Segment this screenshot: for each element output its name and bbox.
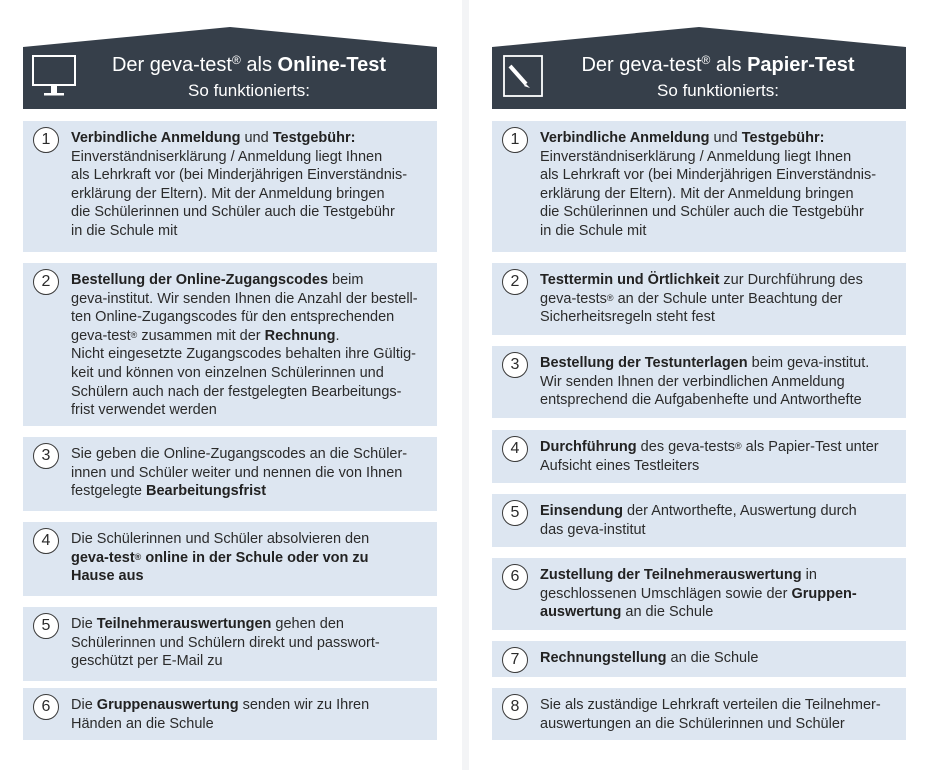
- step-text: [540, 566, 896, 622]
- online-step-5: [23, 607, 437, 681]
- step-text-line: frist verwendet werden: [71, 402, 217, 419]
- step-text-line: die Schülerinnen und Schüler auch die Testgebühr: [540, 204, 864, 221]
- step-text-line: Sie als zuständige Lehrkraft verteilen die Teilnehmer-: [540, 697, 881, 713]
- step-text-line: Bestellung der Testunterlagen beim geva-institut.: [540, 355, 870, 371]
- step-text-line: Verbindliche Anmeldung und Testgebühr:: [71, 130, 356, 146]
- step-text: [540, 502, 896, 539]
- step-text-line: erklärung der Eltern). Mit der Anmeldung bringen: [71, 185, 385, 202]
- step-text-line: Sie geben die Online-Zugangscodes an die Schüler-: [71, 446, 408, 462]
- step-text: [71, 615, 427, 671]
- step-text-line: Bestellung der Online-Zugangscodes beim: [71, 272, 364, 288]
- online-step-1: [23, 121, 437, 252]
- step-text-line: innen und Schüler weiter und nennen die von Ihnen: [71, 464, 403, 481]
- step-text-line: geva-institut. Wir senden Ihnen die Anzahl der bestell-: [71, 290, 418, 307]
- step-text-line: Aufsicht eines Testleiters: [540, 457, 700, 474]
- online-step-4: [23, 522, 437, 596]
- step-text-line: Einsendung der Antworthefte, Auswertung durch: [540, 503, 857, 519]
- step-text-line: auswertung an die Schule: [540, 604, 714, 621]
- step-text: [540, 438, 896, 475]
- step-text-line: als Lehrkraft vor (bei Minderjährigen Einverständnis-: [71, 167, 408, 184]
- step-text-line: festgelegte Bearbeitungsfrist: [71, 483, 267, 500]
- paper-step-2: [492, 263, 906, 335]
- step-text-line: Schülern auch nach der festgelegten Bearbeitungs-: [71, 383, 402, 400]
- step-text-line: Nicht eingesetzte Zugangscodes behalten ihre Gültig-: [71, 346, 416, 363]
- step-text: [71, 445, 427, 501]
- step-text-line: geva-test® online in der Schule oder von zu: [71, 549, 369, 566]
- step-number: 6: [33, 694, 59, 720]
- step-number: 3: [33, 443, 59, 469]
- paper-step-8: [492, 688, 906, 740]
- step-text-line: keit und können von einzelnen Schülerinnen und: [71, 364, 384, 381]
- step-number: 1: [33, 127, 59, 153]
- step-text-line: erklärung der Eltern). Mit der Anmeldung bringen: [540, 185, 854, 202]
- step-text-line: Wir senden Ihnen der verbindlichen Anmeldung: [540, 373, 845, 390]
- paper-step-1: [492, 121, 906, 252]
- step-number: 3: [502, 352, 528, 378]
- step-text: [540, 271, 896, 327]
- step-text-line: Die Teilnehmerauswertungen gehen den: [71, 616, 344, 632]
- step-text-line: Testtermin und Örtlichkeit zur Durchführung des: [540, 272, 863, 288]
- step-text-line: das geva-institut: [540, 521, 646, 538]
- step-text: [540, 129, 896, 241]
- step-text-line: auswertungen an die Schülerinnen und Schüler: [540, 715, 845, 732]
- step-text: [71, 271, 427, 420]
- step-text-line: Hause aus: [71, 568, 144, 585]
- step-text-line: Rechnungstellung an die Schule: [540, 650, 759, 666]
- step-text: [540, 354, 896, 410]
- step-text-line: Verbindliche Anmeldung und Testgebühr:: [540, 130, 825, 146]
- step-text-line: Zustellung der Teilnehmerauswertung in: [540, 567, 817, 583]
- step-text-line: Einverständniserklärung / Anmeldung liegt Ihnen: [71, 148, 383, 165]
- online-step-2: [23, 263, 437, 426]
- step-text-line: Durchführung des geva-tests® als Papier-Test unter: [540, 439, 879, 455]
- step-text-line: Händen an die Schule: [71, 715, 214, 732]
- step-text: [71, 530, 427, 586]
- step-number: 4: [33, 528, 59, 554]
- step-text: [540, 696, 896, 733]
- step-number: 2: [33, 269, 59, 295]
- online-test-column: [0, 0, 462, 770]
- step-text: [71, 696, 427, 733]
- step-number: 5: [33, 613, 59, 639]
- step-text-line: ten Online-Zugangscodes für den entsprechenden: [71, 309, 395, 326]
- step-number: 2: [502, 269, 528, 295]
- online-step-6: [23, 688, 437, 740]
- step-text-line: geva-test® zusammen mit der Rechnung.: [71, 327, 340, 344]
- paper-step-6: [492, 558, 906, 630]
- step-number: 4: [502, 436, 528, 462]
- step-text-line: entsprechend die Aufgabenhefte und Antworthefte: [540, 392, 862, 409]
- step-number: 7: [502, 647, 528, 673]
- step-text: [71, 129, 427, 241]
- paper-step-7: [492, 641, 906, 677]
- paper-test-column: [469, 0, 930, 770]
- step-text-line: in die Schule mit: [71, 222, 178, 239]
- step-text-line: geschützt per E-Mail zu: [71, 653, 223, 670]
- step-number: 6: [502, 564, 528, 590]
- step-text-line: die Schülerinnen und Schüler auch die Testgebühr: [71, 204, 395, 221]
- paper-step-4: [492, 430, 906, 483]
- online-step-3: [23, 437, 437, 511]
- paper-test-header: [492, 27, 906, 109]
- online-test-header: [23, 27, 437, 109]
- paper-step-5: [492, 494, 906, 547]
- paper-test-subtitle: So funktionierts:: [657, 81, 779, 100]
- step-number: 1: [502, 127, 528, 153]
- step-text-line: Die Gruppenauswertung senden wir zu Ihren: [71, 697, 370, 713]
- step-text-line: als Lehrkraft vor (bei Minderjährigen Einverständnis-: [540, 167, 877, 184]
- online-test-title: Der geva-test® als Online-Test: [111, 53, 387, 76]
- step-text-line: Sicherheitsregeln steht fest: [540, 309, 715, 326]
- paper-step-3: [492, 346, 906, 418]
- step-text-line: in die Schule mit: [540, 222, 647, 239]
- step-text-line: Die Schülerinnen und Schüler absolvieren den: [71, 531, 370, 547]
- step-text-line: geva-tests® an der Schule unter Beachtung der: [540, 290, 843, 307]
- step-text-line: Schülerinnen und Schülern direkt und passwort-: [71, 634, 380, 651]
- step-number: 8: [502, 694, 528, 720]
- step-text-line: geschlossenen Umschlägen sowie der Gruppen-: [540, 585, 857, 602]
- step-text-line: Einverständniserklärung / Anmeldung liegt Ihnen: [540, 148, 852, 165]
- paper-test-title: Der geva-test® als Papier-Test: [581, 53, 855, 76]
- step-number: 5: [502, 500, 528, 526]
- online-test-subtitle: So funktionierts:: [188, 81, 310, 100]
- step-text: [540, 649, 896, 668]
